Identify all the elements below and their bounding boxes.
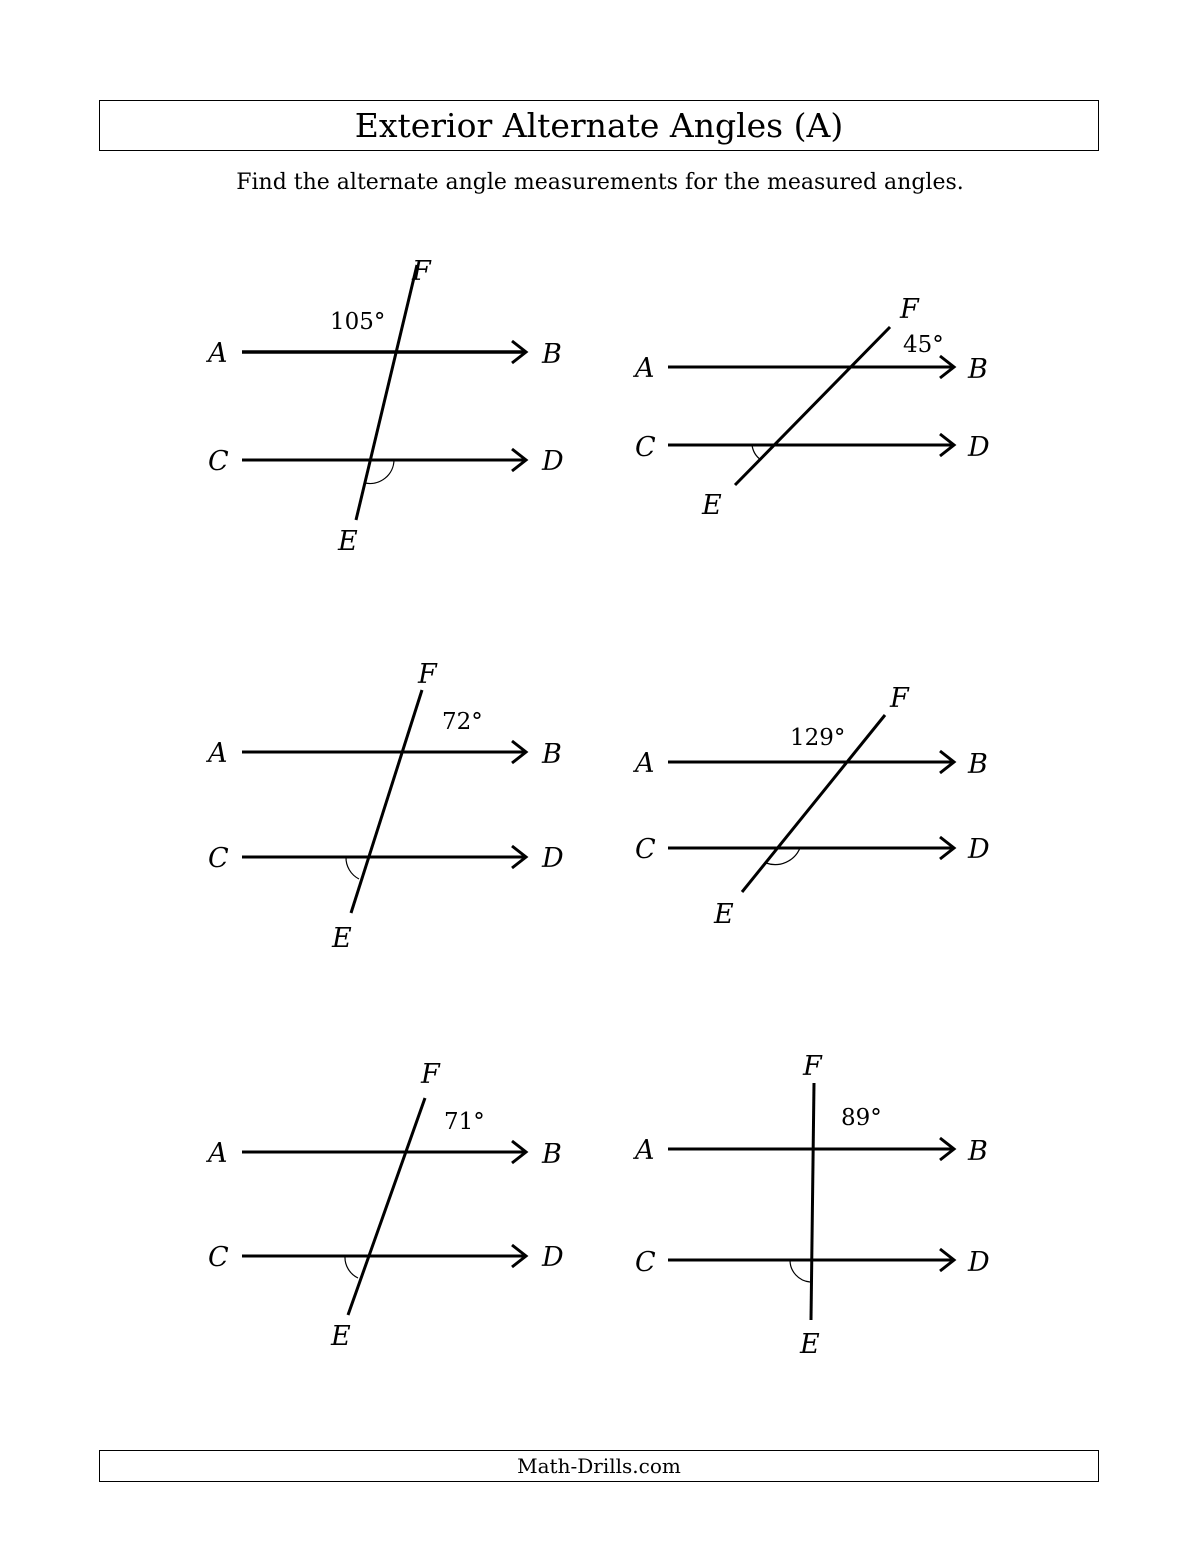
label-b: B: [968, 354, 988, 385]
label-f: F: [421, 1059, 440, 1090]
angle-measure: 71°: [444, 1109, 485, 1135]
label-a: A: [208, 1138, 228, 1169]
transversal-ef: [348, 1098, 425, 1315]
label-e: E: [714, 899, 734, 930]
label-b: B: [542, 739, 562, 770]
label-d: D: [542, 446, 564, 477]
label-d: D: [542, 1242, 564, 1273]
problem-2-diagram: [630, 290, 1010, 530]
label-f: F: [418, 659, 437, 690]
angle-measure: 89°: [841, 1105, 882, 1131]
angle-measure: 105°: [330, 309, 386, 335]
label-d: D: [968, 432, 990, 463]
angle-measure: 45°: [903, 332, 944, 358]
label-f: F: [412, 256, 431, 287]
label-c: C: [208, 446, 229, 477]
label-e: E: [332, 923, 352, 954]
label-a: A: [208, 738, 228, 769]
label-b: B: [542, 339, 562, 370]
label-a: A: [635, 353, 655, 384]
label-f: F: [890, 683, 909, 714]
problem-5-diagram: [200, 1055, 580, 1355]
label-d: D: [542, 843, 564, 874]
instructions: Find the alternate angle measurements for the measured angles.: [236, 170, 964, 195]
label-b: B: [968, 749, 988, 780]
page-title: Exterior Alternate Angles (A): [99, 100, 1099, 151]
label-d: D: [968, 834, 990, 865]
label-b: B: [542, 1139, 562, 1170]
angle-measure: 72°: [442, 709, 483, 735]
label-e: E: [331, 1321, 351, 1352]
label-c: C: [635, 1247, 656, 1278]
angle-arc: [345, 1256, 358, 1278]
label-c: C: [208, 843, 229, 874]
problem-6-diagram: [630, 1045, 1010, 1365]
angle-arc: [790, 1260, 810, 1282]
label-c: C: [208, 1242, 229, 1273]
label-e: E: [800, 1329, 820, 1360]
label-b: B: [968, 1136, 988, 1167]
label-c: C: [635, 834, 656, 865]
problem-1-diagram: [200, 255, 580, 565]
label-f: F: [900, 294, 919, 325]
label-a: A: [635, 748, 655, 779]
label-c: C: [635, 432, 656, 463]
problem-4-diagram: [630, 680, 1010, 940]
footer-site-name: Math-Drills.com: [99, 1450, 1099, 1482]
transversal-ef: [351, 690, 422, 913]
label-f: F: [803, 1051, 822, 1082]
transversal-ef: [811, 1083, 814, 1320]
label-e: E: [338, 526, 358, 557]
label-d: D: [968, 1247, 990, 1278]
label-e: E: [702, 490, 722, 521]
angle-measure: 129°: [790, 725, 846, 751]
transversal-ef: [735, 327, 890, 485]
label-a: A: [635, 1135, 655, 1166]
angle-arc: [346, 857, 359, 879]
transversal-ef: [356, 265, 417, 520]
label-a: A: [208, 338, 228, 369]
problem-3-diagram: [200, 655, 580, 955]
